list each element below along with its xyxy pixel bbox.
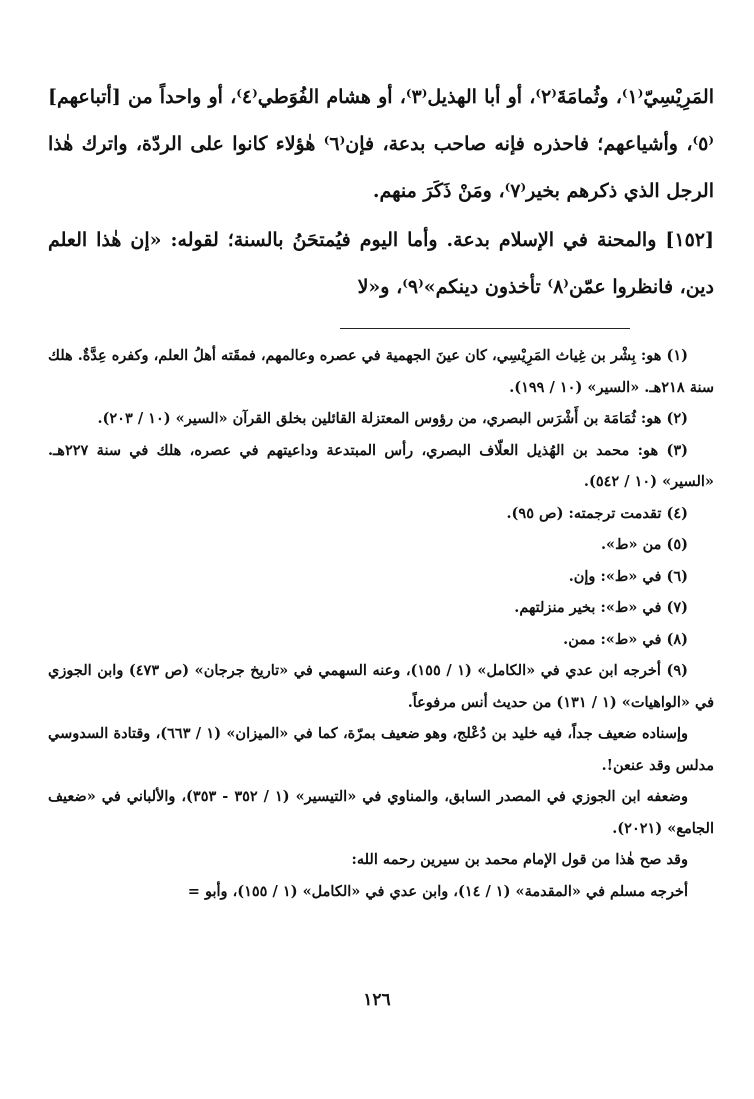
footnote-6: (٦) في «ط»: وإن.	[568, 567, 688, 585]
footnotes	[48, 340, 714, 907]
footnote-9-continuation-1: وإسناده ضعيف جداً، فيه خليد بن دُعْلج، وهو ضعيف بمرّة، كما في «الميزان» (١ / ٦٦٣)، وقتادة السدوسي مدلس وقد عنعن!.	[48, 725, 714, 774]
footnote-3: (٣) هو: محمد بن الهُذيل العلّاف البصري، رأس المبتدعة وداعيتهم في عصره، هلك في سنة ٢٢٧هـ. «السير» (١٠ / ٥٤٢).	[48, 441, 714, 490]
main-paragraph-1: المَرِيْسِيّ⁽١⁾، وثُمامَةَ⁽٢⁾، أو أبا الهذيل⁽٣⁾، أو هشام الفُوَطي⁽٤⁾، أو واحداً من [أتباعهم]⁽٥⁾، وأشياعهم؛ فاحذره فإنه صاحب بدعة، فإن⁽٦⁾ هٰؤلاء كانوا على الردّة، واترك هٰذا الرجل الذي ذكرهم بخير⁽٧⁾، ومَنْ ذَكَرَ منهم.	[48, 86, 715, 202]
footnote-9-continuation-2: وضعفه ابن الجوزي في المصدر السابق، والمناوي في «التيسير» (١ / ٣٥٢ - ٣٥٣)، والألباني في «ضعيف الجامع» (٢٠٢١).	[48, 788, 714, 837]
footnote-7: (٧) في «ط»: بخير منزلتهم.	[514, 599, 688, 616]
footnote-4: (٤) تقدمت ترجمته: (ص ٩٥).	[506, 504, 688, 522]
footnote-2: (٢) هو: ثُمَامَة بن أَشْرَس البصري، من رؤوس المعتزلة القائلين بخلق القرآن «السير» (١٠ / ٢٠٣).	[97, 410, 688, 427]
page-number: ١٢٦	[363, 990, 391, 1010]
main-paragraph-2: [١٥٢] والمحنة في الإسلام بدعة. وأما اليوم فيُمتحَنُ بالسنة؛ لقوله: «إن هٰذا العلم دين، فانظروا عمّن⁽٨⁾ تأخذون دينكم»⁽٩⁾، و«لا	[48, 229, 714, 298]
footnote-5: (٥) من «ط».	[600, 536, 688, 553]
footnote-separator	[340, 328, 630, 329]
main-text	[48, 74, 714, 311]
footnote-8: (٨) في «ط»: ممن.	[563, 630, 688, 648]
footnote-9-continuation-4: أخرجه مسلم في «المقدمة» (١ / ١٤)، وابن عدي في «الكامل» (١ / ١٥٥)، وأبو =	[187, 882, 688, 900]
footnote-9-continuation-3: وقد صح هٰذا من قول الإمام محمد بن سيرين رحمه الله:	[351, 851, 688, 868]
footnote-9: (٩) أخرجه ابن عدي في «الكامل» (١ / ١٥٥)، وعنه السهمي في «تاريخ جرجان» (ص ٤٧٣) وابن الجوزي في «الواهيات» (١ / ١٣١) من حديث أنس مرفوعاً.	[48, 662, 714, 711]
footnote-1: (١) هو: بِشْر بن غِياث المَرِيْسِي، كان عينَ الجهمية في عصره وعالمهم، فمقَته أهلُ العلم، وكفره عِدَّةٌ. هلك سنة ٢١٨هـ. «السير» (١٠ / ١٩٩).	[48, 347, 714, 396]
